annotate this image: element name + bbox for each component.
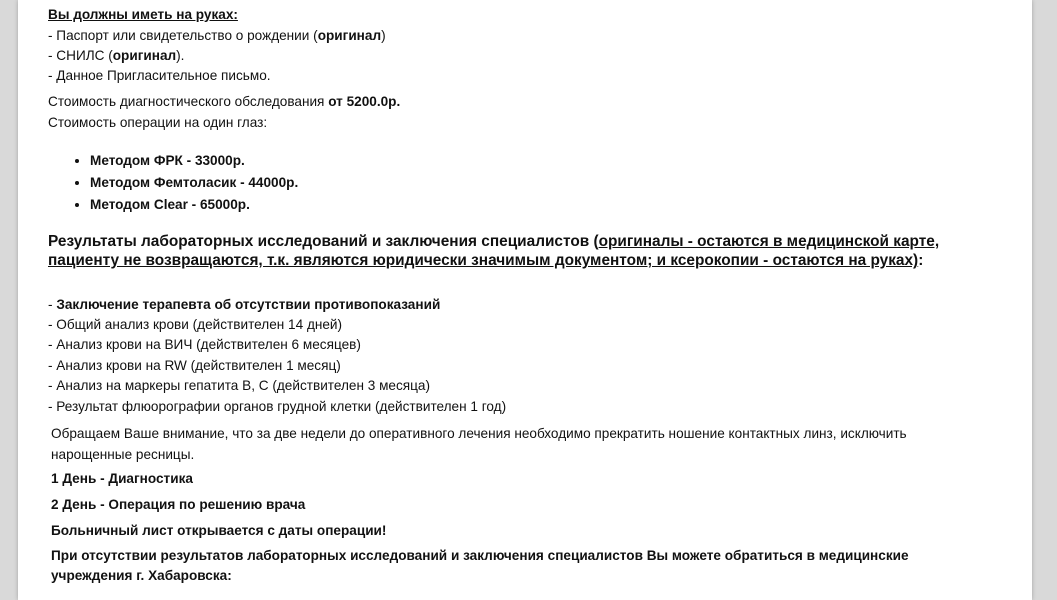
methods-list [48,150,298,216]
therapist-conclusion-dash: - [48,297,57,312]
lab-item: - Анализ на маркеры гепатита В, С (действителен 3 месяца) [48,378,431,393]
schedule-day-2: 2 День - Операция по решению врача [51,497,306,512]
method-item: • Методом Фемтоласик - 44000р. [90,172,298,194]
doc-snils-suffix: ). [176,48,185,63]
schedule-day-1: 1 День - Диагностика [51,471,193,486]
therapist-conclusion-text: Заключение терапевта об отсутствии противопоказаний [56,297,441,312]
doc-snils [48,46,184,66]
lab-item: - Анализ крови на ВИЧ (действителен 6 месяцев) [48,337,361,352]
diagnostics-cost-value: от 5200.0р. [328,94,401,109]
required-docs-heading: Вы должны иметь на руках: [48,7,238,22]
diagnostics-cost-label: Стоимость диагностического обследования [48,94,329,109]
document-page [18,0,1032,600]
lab-results-heading-note: оригиналы - остаются в медицинской карте, пациенту не возвращаются, т.к. являются юридически значимым документом; и ксерокопии - остаются на руках) [48,233,940,269]
doc-passport-original: оригинал [317,28,382,43]
doc-snils-original: оригинал [112,48,177,63]
doc-invitation-letter: - Данное Пригласительное письмо. [48,68,271,83]
lab-results-heading-colon: : [918,252,924,269]
method-item: • Методом ФРК - 33000р. [90,150,298,172]
doc-passport-suffix: ) [381,28,386,43]
operation-cost-label: Стоимость операции на один глаз: [48,115,268,130]
lab-item: - Общий анализ крови (действителен 14 дней) [48,317,343,332]
lab-results-heading [48,232,978,270]
contact-lens-notice: Обращаем Ваше внимание, что за две недели до оперативного лечения необходимо прекратить ношение контактных линз, исключить нарощенные ресницы. [51,426,907,462]
lab-results-heading-text: Результаты лабораторных исследований и заключения специалистов ( [48,233,599,250]
doc-passport [48,26,386,46]
therapist-conclusion [48,295,440,315]
doc-passport-text: - Паспорт или свидетельство о рождении ( [48,28,318,43]
doc-snils-text: - СНИЛС ( [48,48,113,63]
method-item: • Методом Clear - 65000р. [90,194,298,216]
absence-note: При отсутствии результатов лабораторных исследований и заключения специалистов Вы можете обратиться в медицинские учреждения г. Хабаровска: [51,548,909,583]
sick-leave-note: Больничный лист открывается с даты операции! [51,523,387,538]
diagnostics-cost [48,92,400,112]
lab-item: - Результат флюорографии органов грудной клетки (действителен 1 год) [48,399,507,414]
lab-item: - Анализ крови на RW (действителен 1 месяц) [48,358,341,373]
